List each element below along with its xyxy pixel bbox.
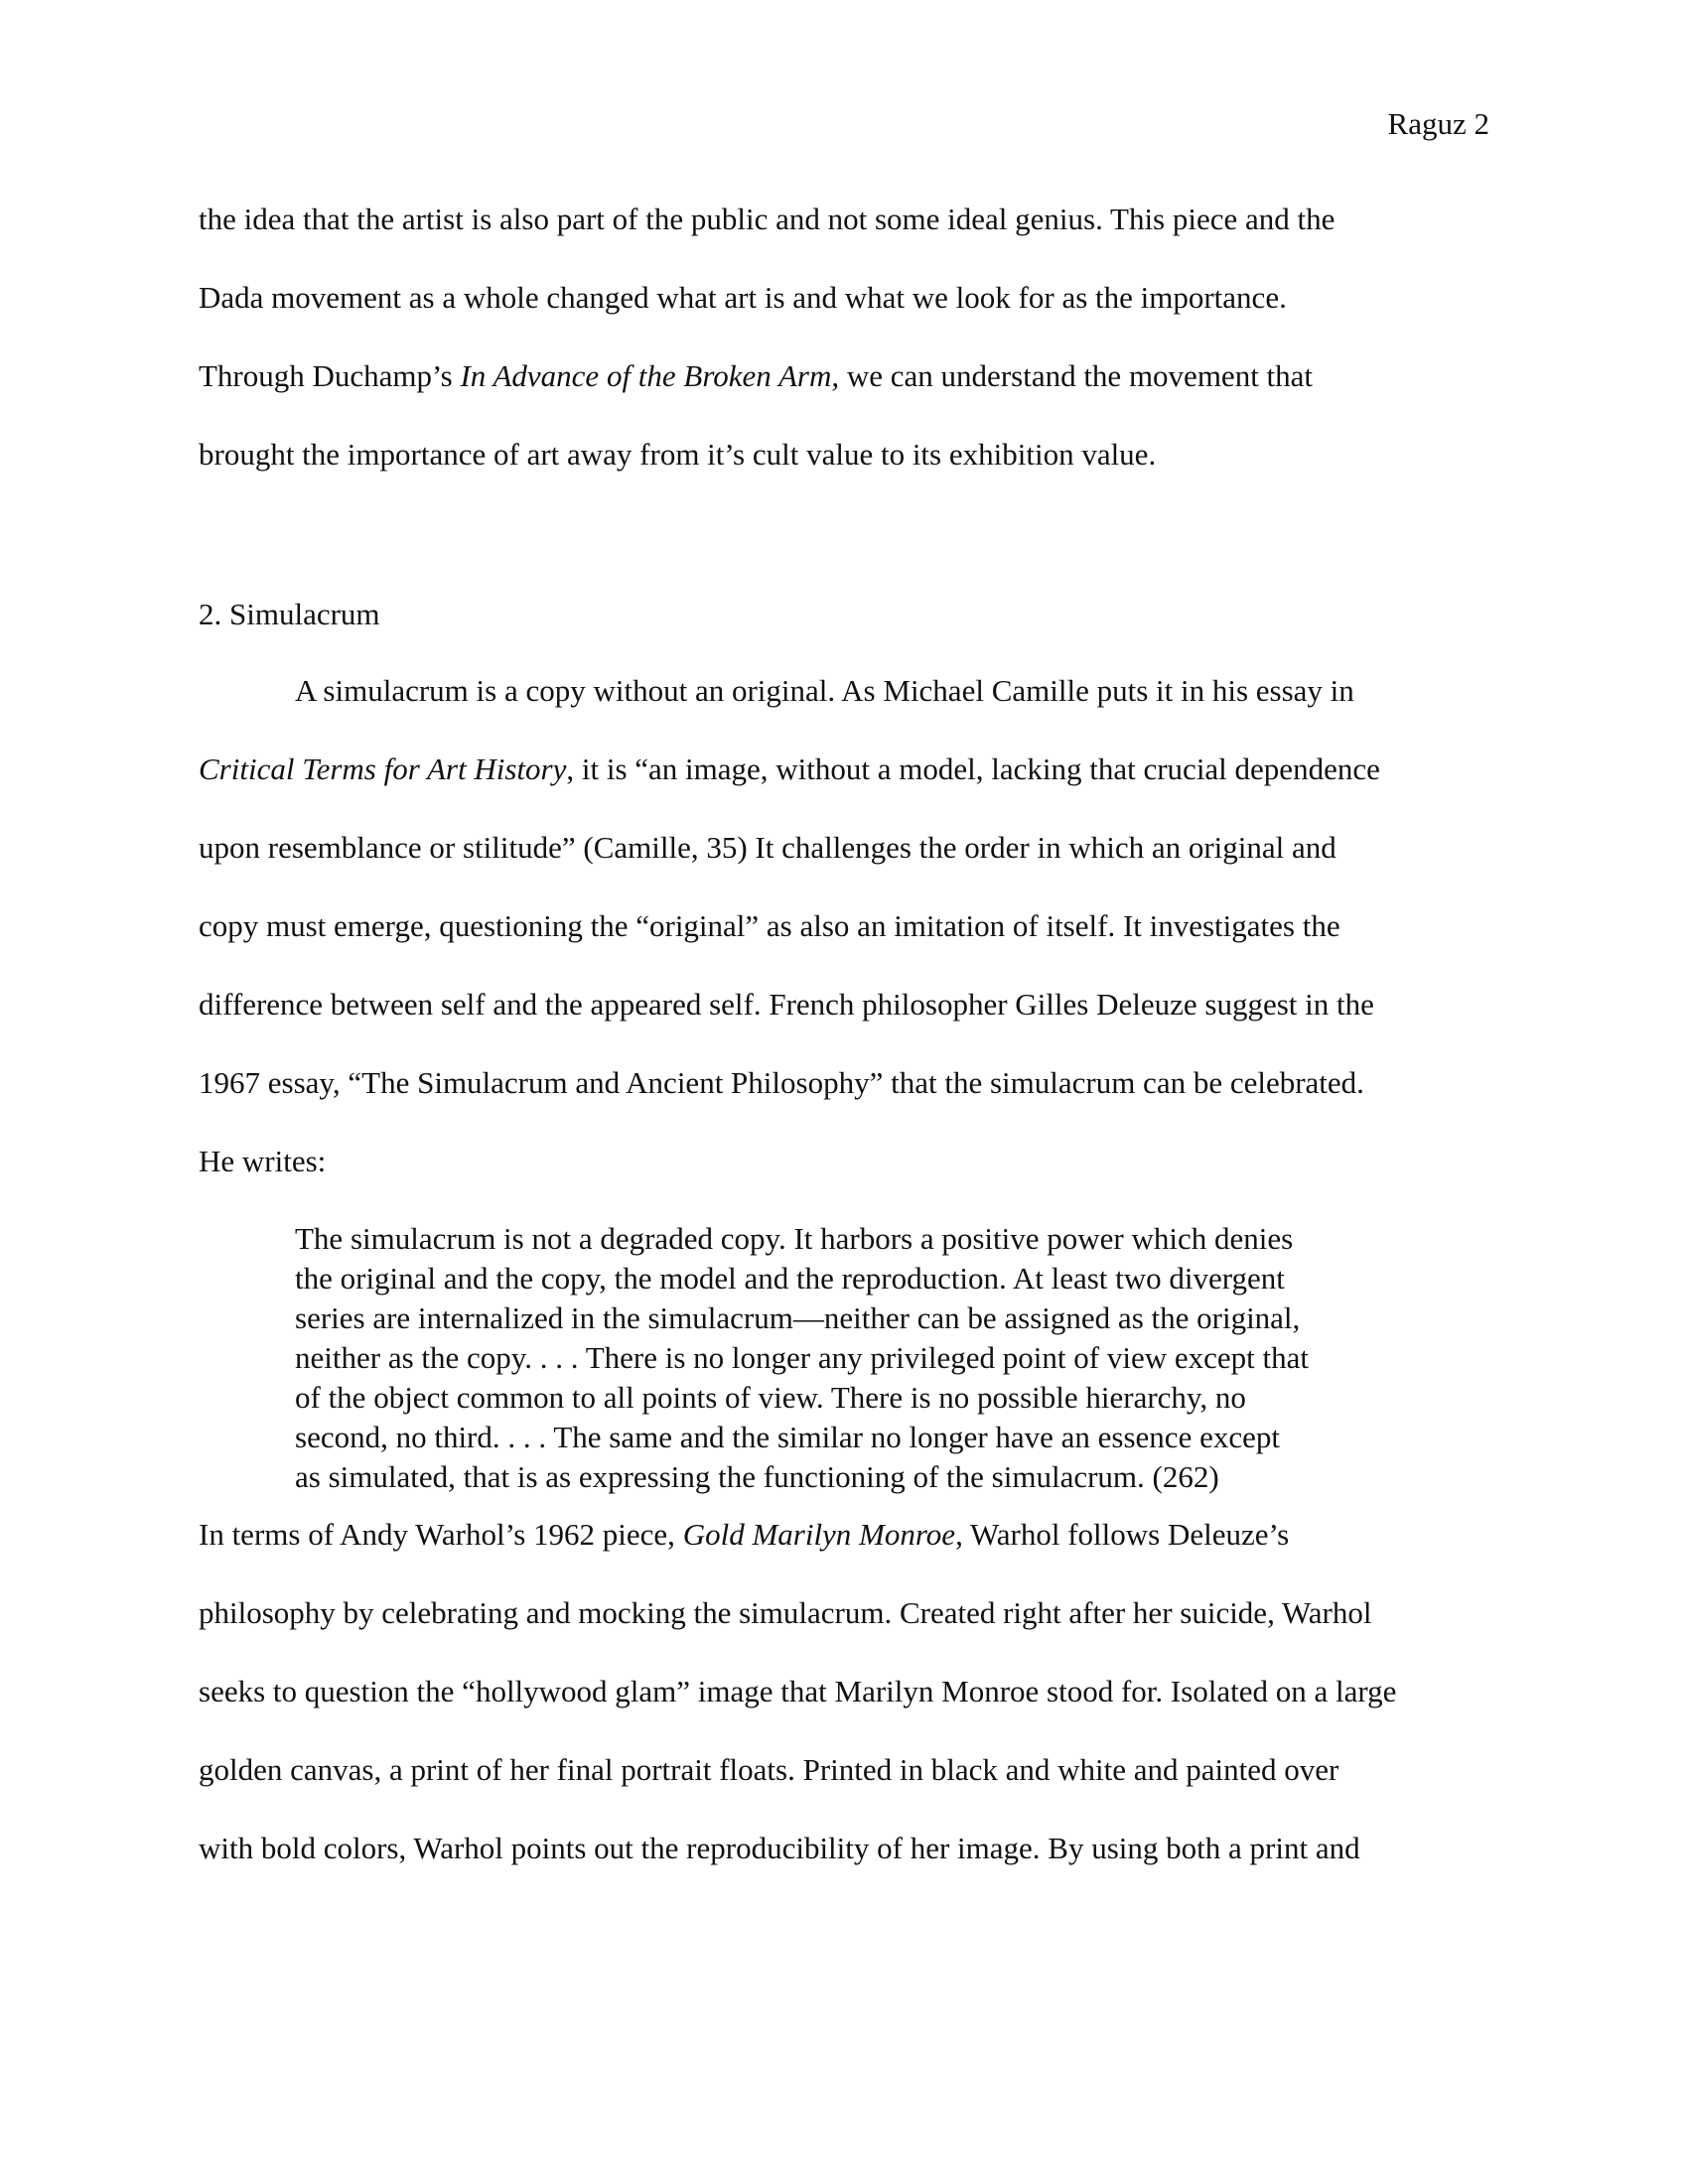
quote-line: The simulacrum is not a degraded copy. It harbors a positive power which denies	[295, 1221, 1294, 1256]
artwork-title-italic: In Advance of the Broken Arm,	[460, 358, 840, 393]
paragraph-line: He writes:	[199, 1144, 327, 1178]
paragraph-line: Dada movement as a whole changed what art is and what we look for as the importance.	[199, 280, 1287, 315]
quote-line: second, no third. . . . The same and the similar no longer have an essence except	[295, 1420, 1280, 1454]
paragraph-line: copy must emerge, questioning the “original” as also an imitation of itself. It investigates the	[199, 908, 1340, 943]
paragraph-line: golden canvas, a print of her final portrait floats. Printed in black and white and painted over	[199, 1752, 1339, 1787]
book-title-italic: Critical Terms for Art History	[199, 751, 567, 786]
line-text: we can understand the movement that	[839, 358, 1314, 393]
line-text: Through Duchamp’s	[199, 358, 461, 393]
line-text: In terms of Andy Warhol’s 1962 piece,	[199, 1517, 683, 1552]
paragraph-3	[199, 1495, 1499, 1887]
paragraph-1	[199, 180, 1499, 493]
line-text: , it is “an image, without a model, lacking that crucial dependence	[566, 751, 1380, 786]
paragraph-line: philosophy by celebrating and mocking the simulacrum. Created right after her suicide, Warhol	[199, 1595, 1372, 1630]
paragraph-line: 1967 essay, “The Simulacrum and Ancient Philosophy” that the simulacrum can be celebrated.	[199, 1065, 1364, 1100]
quote-line: as simulated, that is as expressing the functioning of the simulacrum. (262)	[295, 1459, 1219, 1494]
quote-line: the original and the copy, the model and the reproduction. At least two divergent	[295, 1261, 1285, 1296]
running-head: Raguz 2	[1387, 106, 1489, 141]
quote-line: neither as the copy. . . . There is no longer any privileged point of view except that	[295, 1340, 1309, 1375]
block-quote	[295, 1219, 1309, 1497]
line-text: , Warhol follows Deleuze’s	[955, 1517, 1290, 1552]
artwork-title-italic: Gold Marilyn Monroe	[682, 1517, 956, 1552]
paragraph-line: with bold colors, Warhol points out the reproducibility of her image. By using both a print and	[199, 1831, 1360, 1865]
paragraph-line: the idea that the artist is also part of the public and not some ideal genius. This piece and the	[199, 202, 1336, 236]
paragraph-line	[199, 1495, 1499, 1573]
quote-line: series are internalized in the simulacrum—neither can be assigned as the original,	[295, 1300, 1301, 1335]
paragraph-line: upon resemblance or stilitude” (Camille, 35) It challenges the order in which an original and	[199, 830, 1336, 865]
paragraph-2	[199, 651, 1499, 1200]
paragraph-line: difference between self and the appeared self. French philosopher Gilles Deleuze suggest in the	[199, 987, 1374, 1022]
paragraph-line: brought the importance of art away from it’s cult value to its exhibition value.	[199, 437, 1157, 472]
section-heading: 2. Simulacrum	[199, 597, 380, 631]
quote-line: of the object common to all points of view. There is no possible hierarchy, no	[295, 1380, 1246, 1415]
paragraph-line: A simulacrum is a copy without an original. As Michael Camille puts it in his essay in	[295, 673, 1354, 708]
paragraph-line	[199, 337, 1499, 415]
paragraph-line	[199, 730, 1499, 808]
paragraph-line: seeks to question the “hollywood glam” image that Marilyn Monroe stood for. Isolated on a large	[199, 1674, 1397, 1708]
